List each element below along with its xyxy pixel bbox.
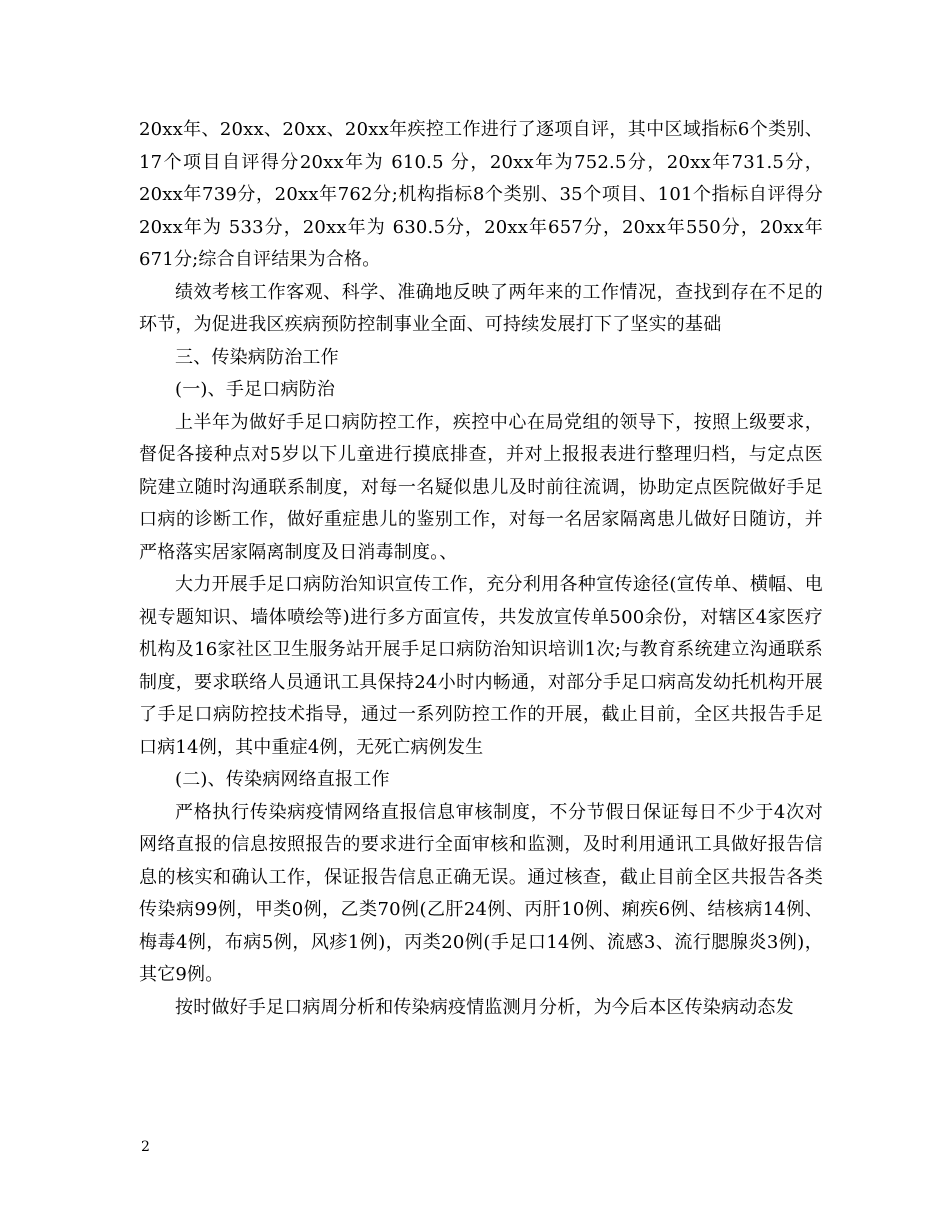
subsection-heading-network-reporting: (二)、传染病网络直报工作 (175, 769, 390, 790)
subsection-heading-hfmd: (一)、手足口病防治 (175, 379, 336, 400)
paragraph-self-evaluation-scores: 20xx年、20xx、20xx、20xx年疾控工作进行了逐项自评，其中区域指标6个类别、17个项目自评得分20xx年为 610.5 分，20xx年为752.5分，20xx年731.5分，20xx年739分，20xx年762分;机构指标8个类别、35个项目、101个指标自评得分20xx年为 533分，20xx年为 630.5分，20xx年657分，20xx年550分，20xx年671分;综合自评结果为合格。 (139, 119, 823, 270)
page-number: 2 (141, 1139, 150, 1155)
paragraph-analysis: 按时做好手足口病周分析和传染病疫情监测月分析，为今后本区传染病动态发 (175, 996, 794, 1018)
document-body (139, 114, 823, 1024)
paragraph-network-reporting: 严格执行传染病疫情网络直报信息审核制度，不分节假日保证每日不少于4次对网络直报的信息按照报告的要求进行全面审核和监测，及时利用通讯工具做好报告信息的核实和确认工作，保证报告信息正确无误。通过核查，截止目前全区共报告各类传染病99例，甲类0例，乙类70例(乙肝24例、丙肝10例、痢疾6例、结核病14例、梅毒4例，布病5例，风疹1例)，丙类20例(手足口14例、流感3、流行腮腺炎3例)，其它9例。 (139, 801, 823, 985)
paragraph-performance-assessment: 绩效考核工作客观、科学、准确地反映了两年来的工作情况，查找到存在不足的环节，为促进我区疾病预防控制事业全面、可持续发展打下了坚实的基础 (139, 281, 823, 335)
section-heading-infectious-disease: 三、传染病防治工作 (175, 346, 339, 368)
paragraph-hfmd-publicity: 大力开展手足口病防治知识宣传工作，充分利用各种宣传途径(宣传单、横幅、电视专题知识、墙体喷绘等)进行多方面宣传，共发放宣传单500余份，对辖区4家医疗机构及16家社区卫生服务站开展手足口病防治知识培训1次;与教育系统建立沟通联系制度，要求联络人员通讯工具保持24小时内畅通，对部分手足口病高发幼托机构开展了手足口病防控技术指导，通过一系列防控工作的开展，截止目前，全区共报告手足口病14例，其中重症4例，无死亡病例发生 (139, 574, 823, 758)
paragraph-hfmd-prevention: 上半年为做好手足口病防控工作，疾控中心在局党组的领导下，按照上级要求，督促各接种点对5岁以下儿童进行摸底排查，并对上报报表进行整理归档，与定点医院建立随时沟通联系制度，对每一名疑似患儿及时前往流调，协助定点医院做好手足口病的诊断工作，做好重症患儿的鉴别工作，对每一名居家隔离患儿做好日随访，并严格落实居家隔离制度及日消毒制度。、 (139, 411, 823, 563)
